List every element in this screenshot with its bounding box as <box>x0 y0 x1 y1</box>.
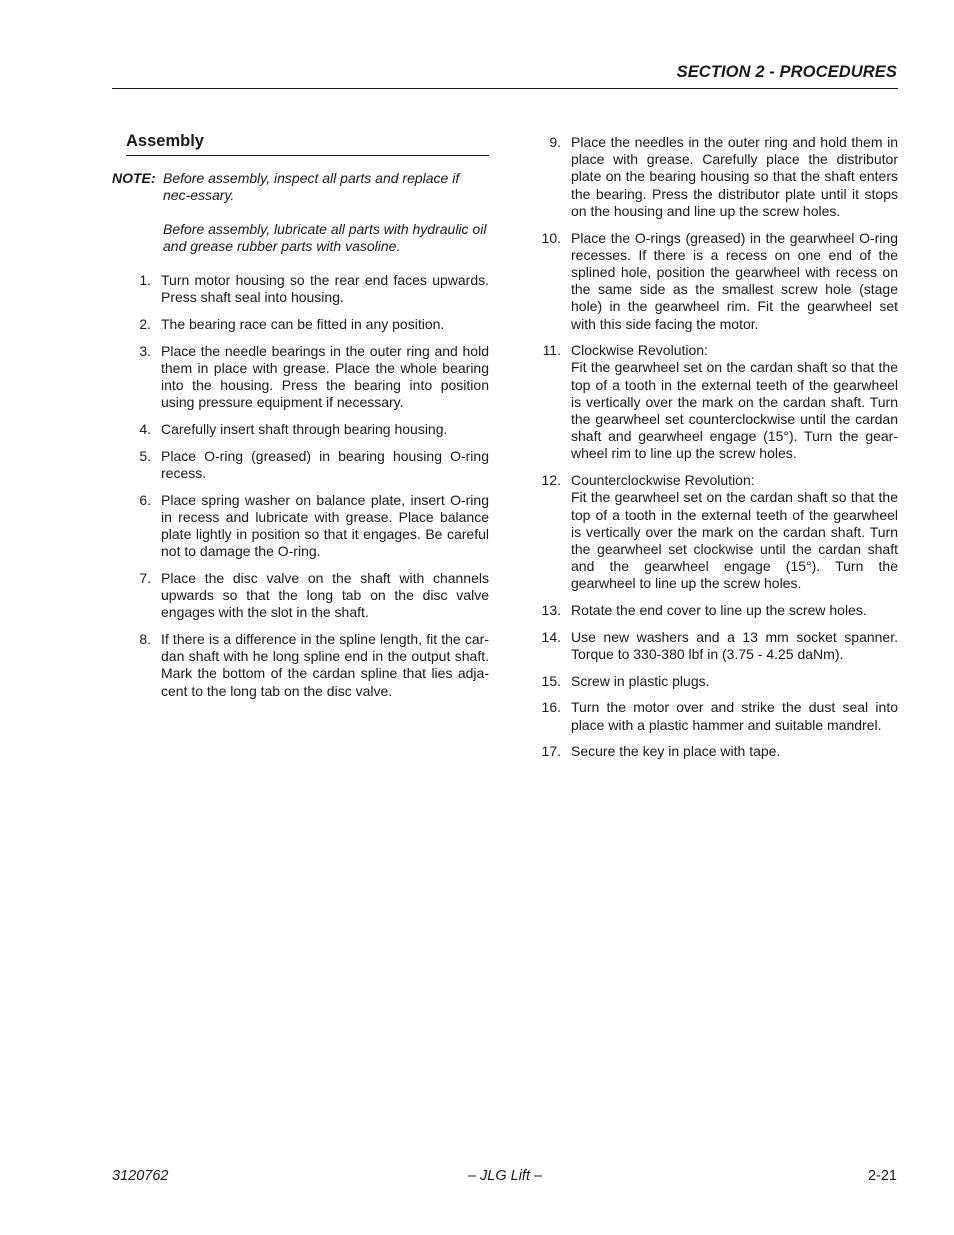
note-paragraph: Before assembly, inspect all parts and replace if nec-essary. <box>163 170 460 203</box>
document-number: 3120762 <box>112 1168 169 1184</box>
step-text: Rotate the end cover to line up the screw holes. <box>571 602 867 619</box>
note-block <box>112 170 489 255</box>
step-text: Place the needle bearings in the outer ring and hold them in place with grease. Place the whole bearing into the housing. Press the bearing into position using pressure equipment if necessary. <box>161 342 489 411</box>
step-text: Turn the motor over and strike the dust seal into place with a plastic hammer and suitable mandrel. <box>571 699 898 733</box>
page-number: 2-21 <box>867 1168 897 1184</box>
note-body <box>163 170 489 255</box>
step-number: 3. <box>139 342 151 359</box>
step-item <box>112 272 489 306</box>
steps-list-right <box>522 134 898 761</box>
step-item <box>522 602 898 619</box>
step-item <box>112 492 489 561</box>
step-text: Secure the key in place with tape. <box>571 743 781 760</box>
step-body: Fit the gearwheel set on the cardan shaft so that the top of a tooth in the external teeth of the gearwheel is vertically over the mark on the cardan shaft. Turn the gearwheel set clockwise until the cardan shaft and the gearwheel engage (15°). Turn the gearwheel to line up the screw holes. <box>571 489 898 592</box>
header-divider <box>112 88 898 89</box>
step-number: 5. <box>139 447 151 464</box>
step-text: Turn motor housing so the rear end faces upwards. Press shaft seal into housing. <box>161 272 489 306</box>
section-title: SECTION 2 - PROCEDURES <box>676 63 897 81</box>
note-paragraph: Before assembly, lubricate all parts with hydraulic oil and grease rubber parts with vasoline. <box>163 221 487 254</box>
step-item <box>112 421 489 438</box>
step-item <box>112 570 489 622</box>
step-number: 8. <box>139 630 151 647</box>
step-number: 15. <box>541 672 561 689</box>
section-heading: Assembly <box>126 132 489 156</box>
step-title: Clockwise Revolution: <box>571 342 708 359</box>
step-number: 17. <box>541 743 561 760</box>
steps-list-left <box>112 272 489 700</box>
step-item <box>522 230 898 333</box>
step-item <box>112 631 489 700</box>
step-number: 11. <box>542 342 561 359</box>
step-text <box>571 342 898 462</box>
step-number: 12. <box>541 472 561 489</box>
step-text <box>571 472 898 592</box>
step-number: 2. <box>139 315 151 332</box>
step-text: Screw in plastic plugs. <box>571 672 710 689</box>
note-label: NOTE: <box>112 170 156 186</box>
step-item <box>112 343 489 412</box>
step-number: 13. <box>541 602 561 619</box>
step-item <box>522 472 898 592</box>
step-number: 14. <box>541 628 561 645</box>
step-item <box>522 342 898 462</box>
step-body: Fit the gearwheel set on the cardan shaft so that the top of a tooth in the external teeth of the gearwheel is vertically over the mark on the cardan shaft. Turn the gearwheel set counterclockwise until the cardan shaft and gearwheel engage (15°). Turn the gear-wheel rim to line up the screw holes. <box>571 359 898 462</box>
step-item <box>522 134 898 220</box>
step-text: Place the O-rings (greased) in the gearwheel O-ring recesses. If there is a recess on one end of the splined hole, position the gearwheel with recess on the same side as the smallest screw hole (stage hole) in the gearwheel rim. Fit the gearwheel set with this side facing the motor. <box>571 229 898 332</box>
step-item <box>522 673 898 690</box>
step-item <box>522 699 898 733</box>
step-number: 16. <box>541 699 561 716</box>
footer-brand: – JLG Lift – <box>467 1168 543 1184</box>
step-text: Carefully insert shaft through bearing housing. <box>161 420 448 437</box>
step-text: Place the needles in the outer ring and hold them in place with grease. Carefully place the distributor plate on the bearing housing so that the shaft enters the bearing. Press the distributor plate until it stops on the housing and line up the screw holes. <box>571 134 898 219</box>
step-number: 6. <box>139 491 151 508</box>
step-text: Place spring washer on balance plate, insert O-ring in recess and lubricate with grease. Place balance plate lightly in position so that it engages. Be careful not to damage the O-ring. <box>161 491 489 560</box>
step-number: 1. <box>139 272 151 288</box>
step-text: The bearing race can be fitted in any position. <box>161 315 445 332</box>
step-text: Use new washers and a 13 mm socket spanner. Torque to 330-380 lbf in (3.75 - 4.25 daNm). <box>571 628 898 662</box>
step-title: Counterclockwise Revolution: <box>571 472 755 489</box>
left-column <box>112 132 489 709</box>
step-text: If there is a difference in the spline length, fit the car-dan shaft with he long spline end in the output shaft. Mark the bottom of the cardan spline that lies adja-cent to the long tab on the disc valve. <box>161 630 489 699</box>
step-item <box>112 448 489 482</box>
step-number: 10. <box>541 229 561 246</box>
step-text: Place O-ring (greased) in bearing housing O-ring recess. <box>161 447 489 481</box>
step-number: 9. <box>549 134 561 150</box>
step-text: Place the disc valve on the shaft with channels upwards so that the long tab on the disc valve engages with the slot in the shaft. <box>161 569 489 621</box>
step-item <box>522 629 898 663</box>
step-item <box>112 316 489 333</box>
step-number: 4. <box>139 420 151 437</box>
step-item <box>522 743 898 760</box>
step-number: 7. <box>139 569 151 586</box>
right-column <box>522 134 898 770</box>
